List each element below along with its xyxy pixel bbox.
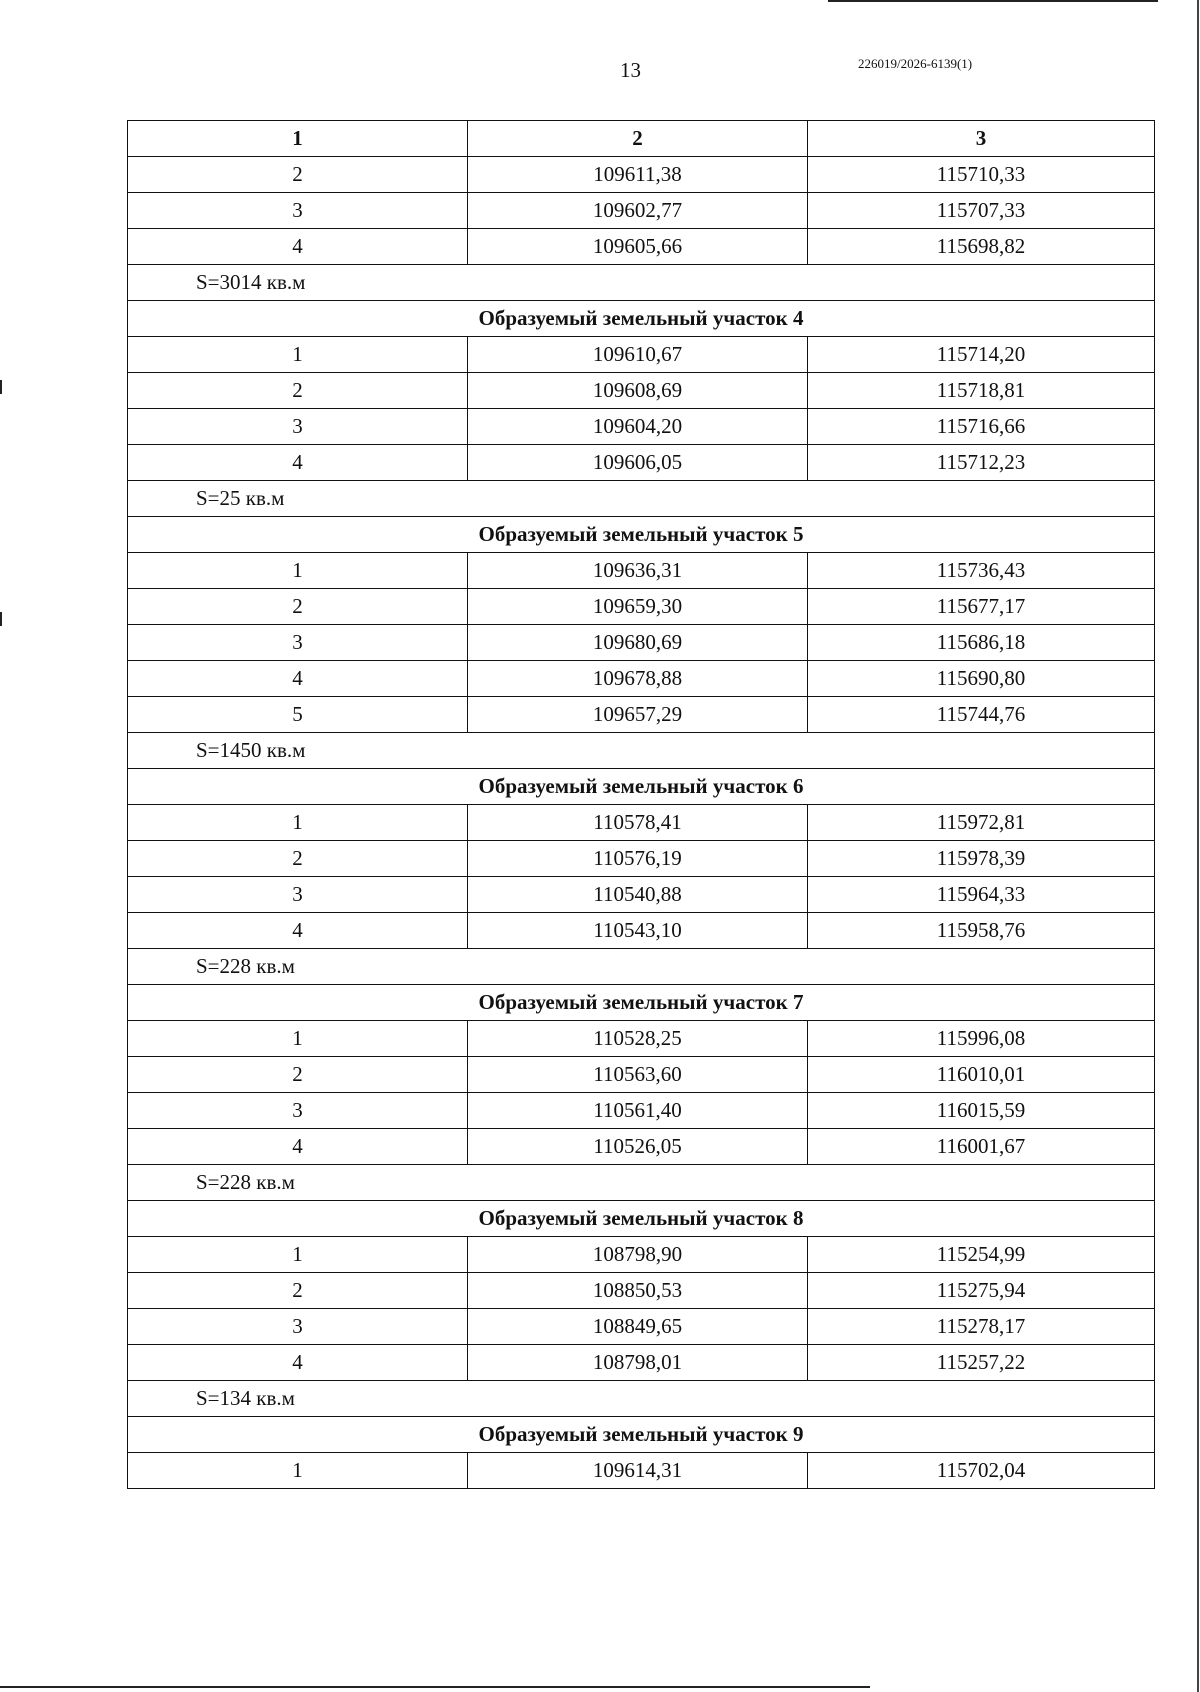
plot-title: Образуемый земельный участок 6 [128,769,1155,805]
area-row [128,733,1155,769]
area-value: S=228 кв.м [128,1165,1155,1201]
x-coordinate-cell: 109657,29 [468,697,808,733]
y-coordinate-cell: 115254,99 [808,1237,1155,1273]
x-coordinate-cell: 108849,65 [468,1309,808,1345]
table-row [128,589,1155,625]
table-row [128,193,1155,229]
area-row [128,949,1155,985]
y-coordinate-cell: 115275,94 [808,1273,1155,1309]
x-coordinate-cell: 109610,67 [468,337,808,373]
y-coordinate-cell: 115702,04 [808,1453,1155,1489]
table-row [128,337,1155,373]
table-row [128,553,1155,589]
scan-edge-bottom [0,1686,870,1688]
point-number-cell: 2 [128,157,468,193]
point-number-cell: 4 [128,1345,468,1381]
x-coordinate-cell: 109680,69 [468,625,808,661]
x-coordinate-cell: 109606,05 [468,445,808,481]
table-row [128,157,1155,193]
point-number-cell: 1 [128,337,468,373]
table-row [128,373,1155,409]
x-coordinate-cell: 109608,69 [468,373,808,409]
x-coordinate-cell: 109611,38 [468,157,808,193]
y-coordinate-cell: 115278,17 [808,1309,1155,1345]
plot-title-row [128,1417,1155,1453]
column-header: 3 [808,121,1155,157]
area-value: S=134 кв.м [128,1381,1155,1417]
plot-title-row [128,1201,1155,1237]
area-row [128,1165,1155,1201]
plot-title: Образуемый земельный участок 4 [128,301,1155,337]
point-number-cell: 3 [128,1309,468,1345]
point-number-cell: 4 [128,445,468,481]
point-number-cell: 1 [128,553,468,589]
plot-title-row [128,301,1155,337]
table-row [128,1453,1155,1489]
table-row [128,409,1155,445]
x-coordinate-cell: 108798,01 [468,1345,808,1381]
x-coordinate-cell: 110563,60 [468,1057,808,1093]
area-value: S=228 кв.м [128,949,1155,985]
point-number-cell: 4 [128,913,468,949]
y-coordinate-cell: 115964,33 [808,877,1155,913]
table-row [128,1309,1155,1345]
point-number-cell: 1 [128,1021,468,1057]
table-row [128,877,1155,913]
table-row [128,1021,1155,1057]
scan-edge-left-mark [0,612,2,626]
plot-title: Образуемый земельный участок 8 [128,1201,1155,1237]
point-number-cell: 2 [128,373,468,409]
y-coordinate-cell: 115707,33 [808,193,1155,229]
point-number-cell: 1 [128,805,468,841]
x-coordinate-cell: 110578,41 [468,805,808,841]
x-coordinate-cell: 109602,77 [468,193,808,229]
coordinates-table [127,120,1155,1489]
point-number-cell: 1 [128,1237,468,1273]
point-number-cell: 3 [128,193,468,229]
point-number-cell: 2 [128,1057,468,1093]
y-coordinate-cell: 116015,59 [808,1093,1155,1129]
y-coordinate-cell: 115686,18 [808,625,1155,661]
y-coordinate-cell: 115710,33 [808,157,1155,193]
table-row [128,1093,1155,1129]
table-row [128,1345,1155,1381]
plot-title-row [128,517,1155,553]
y-coordinate-cell: 115996,08 [808,1021,1155,1057]
point-number-cell: 4 [128,1129,468,1165]
y-coordinate-cell: 115716,66 [808,409,1155,445]
area-value: S=1450 кв.м [128,733,1155,769]
y-coordinate-cell: 115736,43 [808,553,1155,589]
plot-title-row [128,769,1155,805]
y-coordinate-cell: 115690,80 [808,661,1155,697]
point-number-cell: 4 [128,229,468,265]
point-number-cell: 2 [128,841,468,877]
table-header-row [128,121,1155,157]
x-coordinate-cell: 110561,40 [468,1093,808,1129]
column-header: 1 [128,121,468,157]
point-number-cell: 4 [128,661,468,697]
area-value: S=3014 кв.м [128,265,1155,301]
point-number-cell: 2 [128,589,468,625]
x-coordinate-cell: 109636,31 [468,553,808,589]
page-number: 13 [620,58,641,82]
x-coordinate-cell: 110528,25 [468,1021,808,1057]
x-coordinate-cell: 109605,66 [468,229,808,265]
scan-edge-right [1197,0,1199,1692]
x-coordinate-cell: 110540,88 [468,877,808,913]
y-coordinate-cell: 115718,81 [808,373,1155,409]
table-row [128,661,1155,697]
x-coordinate-cell: 110576,19 [468,841,808,877]
plot-title: Образуемый земельный участок 9 [128,1417,1155,1453]
table-row [128,1273,1155,1309]
x-coordinate-cell: 110526,05 [468,1129,808,1165]
scan-edge-left-mark [0,380,2,394]
plot-title-row [128,985,1155,1021]
x-coordinate-cell: 109678,88 [468,661,808,697]
x-coordinate-cell: 109604,20 [468,409,808,445]
x-coordinate-cell: 109614,31 [468,1453,808,1489]
table-row [128,805,1155,841]
y-coordinate-cell: 116001,67 [808,1129,1155,1165]
table-row [128,445,1155,481]
x-coordinate-cell: 110543,10 [468,913,808,949]
plot-title: Образуемый земельный участок 5 [128,517,1155,553]
point-number-cell: 1 [128,1453,468,1489]
x-coordinate-cell: 109659,30 [468,589,808,625]
y-coordinate-cell: 115714,20 [808,337,1155,373]
area-value: S=25 кв.м [128,481,1155,517]
point-number-cell: 3 [128,877,468,913]
document-code: 226019/2026-6139(1) [858,56,973,71]
table-row [128,625,1155,661]
area-row [128,481,1155,517]
y-coordinate-cell: 115698,82 [808,229,1155,265]
column-header: 2 [468,121,808,157]
y-coordinate-cell: 115978,39 [808,841,1155,877]
point-number-cell: 3 [128,1093,468,1129]
x-coordinate-cell: 108798,90 [468,1237,808,1273]
table-row [128,1237,1155,1273]
y-coordinate-cell: 115958,76 [808,913,1155,949]
y-coordinate-cell: 115744,76 [808,697,1155,733]
table-row [128,229,1155,265]
y-coordinate-cell: 115677,17 [808,589,1155,625]
point-number-cell: 5 [128,697,468,733]
x-coordinate-cell: 108850,53 [468,1273,808,1309]
table-row [128,841,1155,877]
plot-title: Образуемый земельный участок 7 [128,985,1155,1021]
area-row [128,265,1155,301]
point-number-cell: 2 [128,1273,468,1309]
table-row [128,913,1155,949]
table-row [128,697,1155,733]
point-number-cell: 3 [128,625,468,661]
table-row [128,1129,1155,1165]
y-coordinate-cell: 116010,01 [808,1057,1155,1093]
area-row [128,1381,1155,1417]
scan-edge-top [828,0,1158,2]
y-coordinate-cell: 115712,23 [808,445,1155,481]
y-coordinate-cell: 115972,81 [808,805,1155,841]
y-coordinate-cell: 115257,22 [808,1345,1155,1381]
coordinates-table-body [128,121,1155,1489]
table-row [128,1057,1155,1093]
point-number-cell: 3 [128,409,468,445]
